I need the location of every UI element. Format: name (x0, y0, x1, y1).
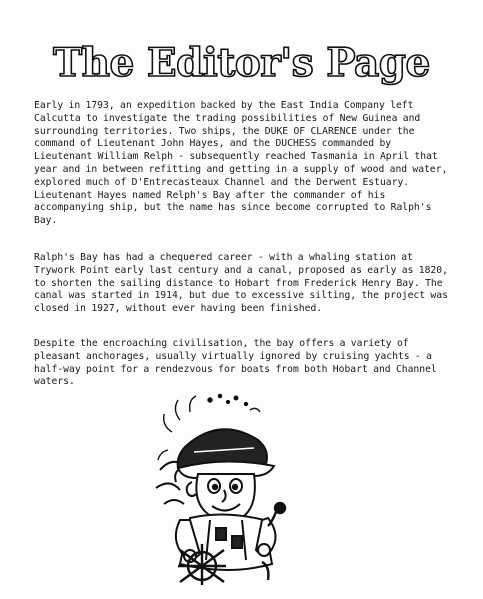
sailor-cartoon-illustration (150, 390, 300, 585)
paragraph-history: Early in 1793, an expedition backed by the East India Company left Calcutta to investigate the trading possibilities of New Guinea and surrounding territories. Two ships, the DUKE OF CLARENCE under the command of Lieutenant John Hayes, and the DUCHESS commanded by Lieutenant William Relph - subsequently reached Tasmania in April that year and in between refitting and getting in a supply of wood and water, explored much of D'Entrecasteaux Channel and the Derwent Estuary. Lieutenant Hayes named Relph's Bay after the commander of his accompanying ship, but the name has since become corrupted to Ralph's Bay. (34, 100, 448, 227)
paragraph-anchorages: Despite the encroaching civilisation, the bay offers a variety of pleasant anchorages, usually virtually ignored by cruising yachts - a half-way point for a rendezvous for boats from both Hobart and Channel waters. (34, 338, 437, 388)
hat (178, 429, 274, 478)
paragraph-canal: Ralph's Bay has had a chequered career - with a whaling station at Trywork Point early last century and a canal, proposed as early as 1820, to shorten the sailing distance to Hobart from Frederick Henry Bay. The canal was started in 1914, but due to excessive silting, the project was closed in 1927, without ever having been finished. (34, 252, 448, 315)
page-title: The Editor's Page (53, 40, 430, 86)
